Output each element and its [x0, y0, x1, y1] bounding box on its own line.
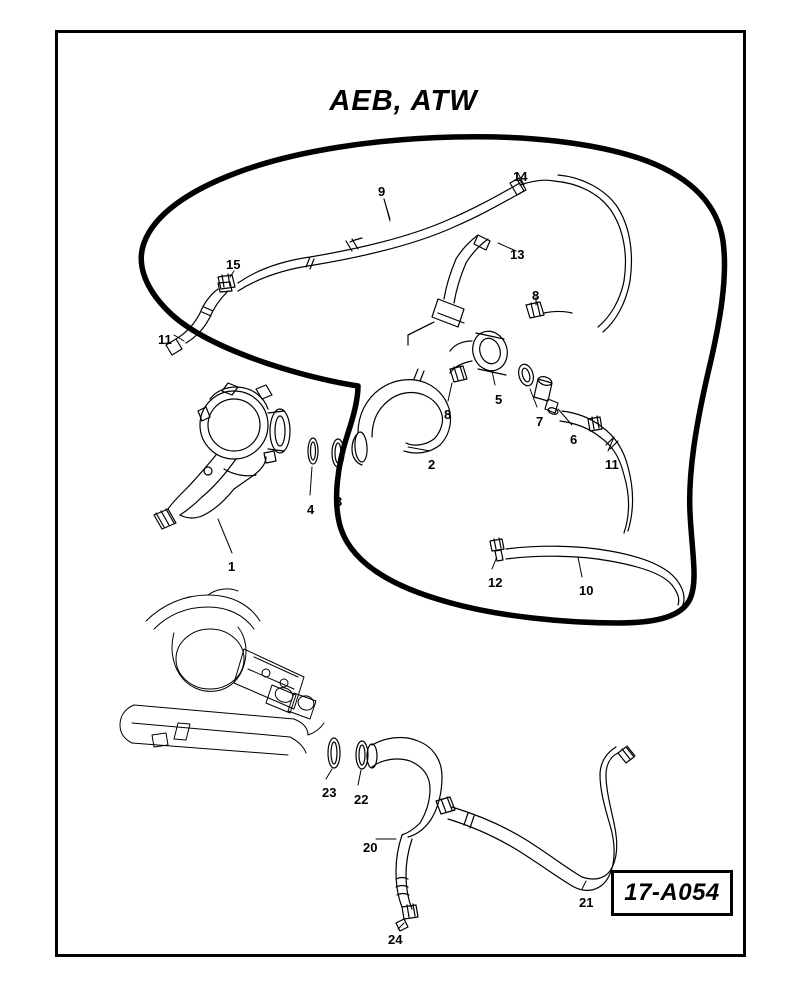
callout-7: 7: [536, 414, 544, 429]
callout-8-lower: 8: [444, 407, 452, 422]
callout-23: 23: [322, 785, 337, 800]
callout-13: 13: [510, 247, 525, 262]
callout-14: 14: [513, 169, 528, 184]
callout-21: 21: [579, 895, 594, 910]
callout-1: 1: [228, 559, 236, 574]
diagram-frame: [55, 30, 746, 957]
callout-22: 22: [354, 792, 369, 807]
callout-12: 12: [488, 575, 503, 590]
callout-5: 5: [495, 392, 503, 407]
callout-6: 6: [570, 432, 578, 447]
part-number-box: [611, 870, 733, 916]
callout-11-right: 11: [605, 457, 619, 472]
callout-9: 9: [378, 184, 386, 199]
callout-15: 15: [226, 257, 241, 272]
technical-illustration: [58, 33, 749, 960]
callout-10: 10: [579, 583, 594, 598]
part-number-label: 17-A054: [624, 879, 720, 906]
callout-11-left: 11: [158, 332, 172, 347]
callout-2: 2: [428, 457, 436, 472]
callout-20: 20: [363, 840, 378, 855]
callout-4: 4: [307, 502, 315, 517]
page-title: AEB, ATW: [329, 85, 478, 117]
callout-3: 3: [335, 494, 343, 509]
callout-8-upper: 8: [532, 288, 540, 303]
callout-24: 24: [388, 932, 403, 947]
